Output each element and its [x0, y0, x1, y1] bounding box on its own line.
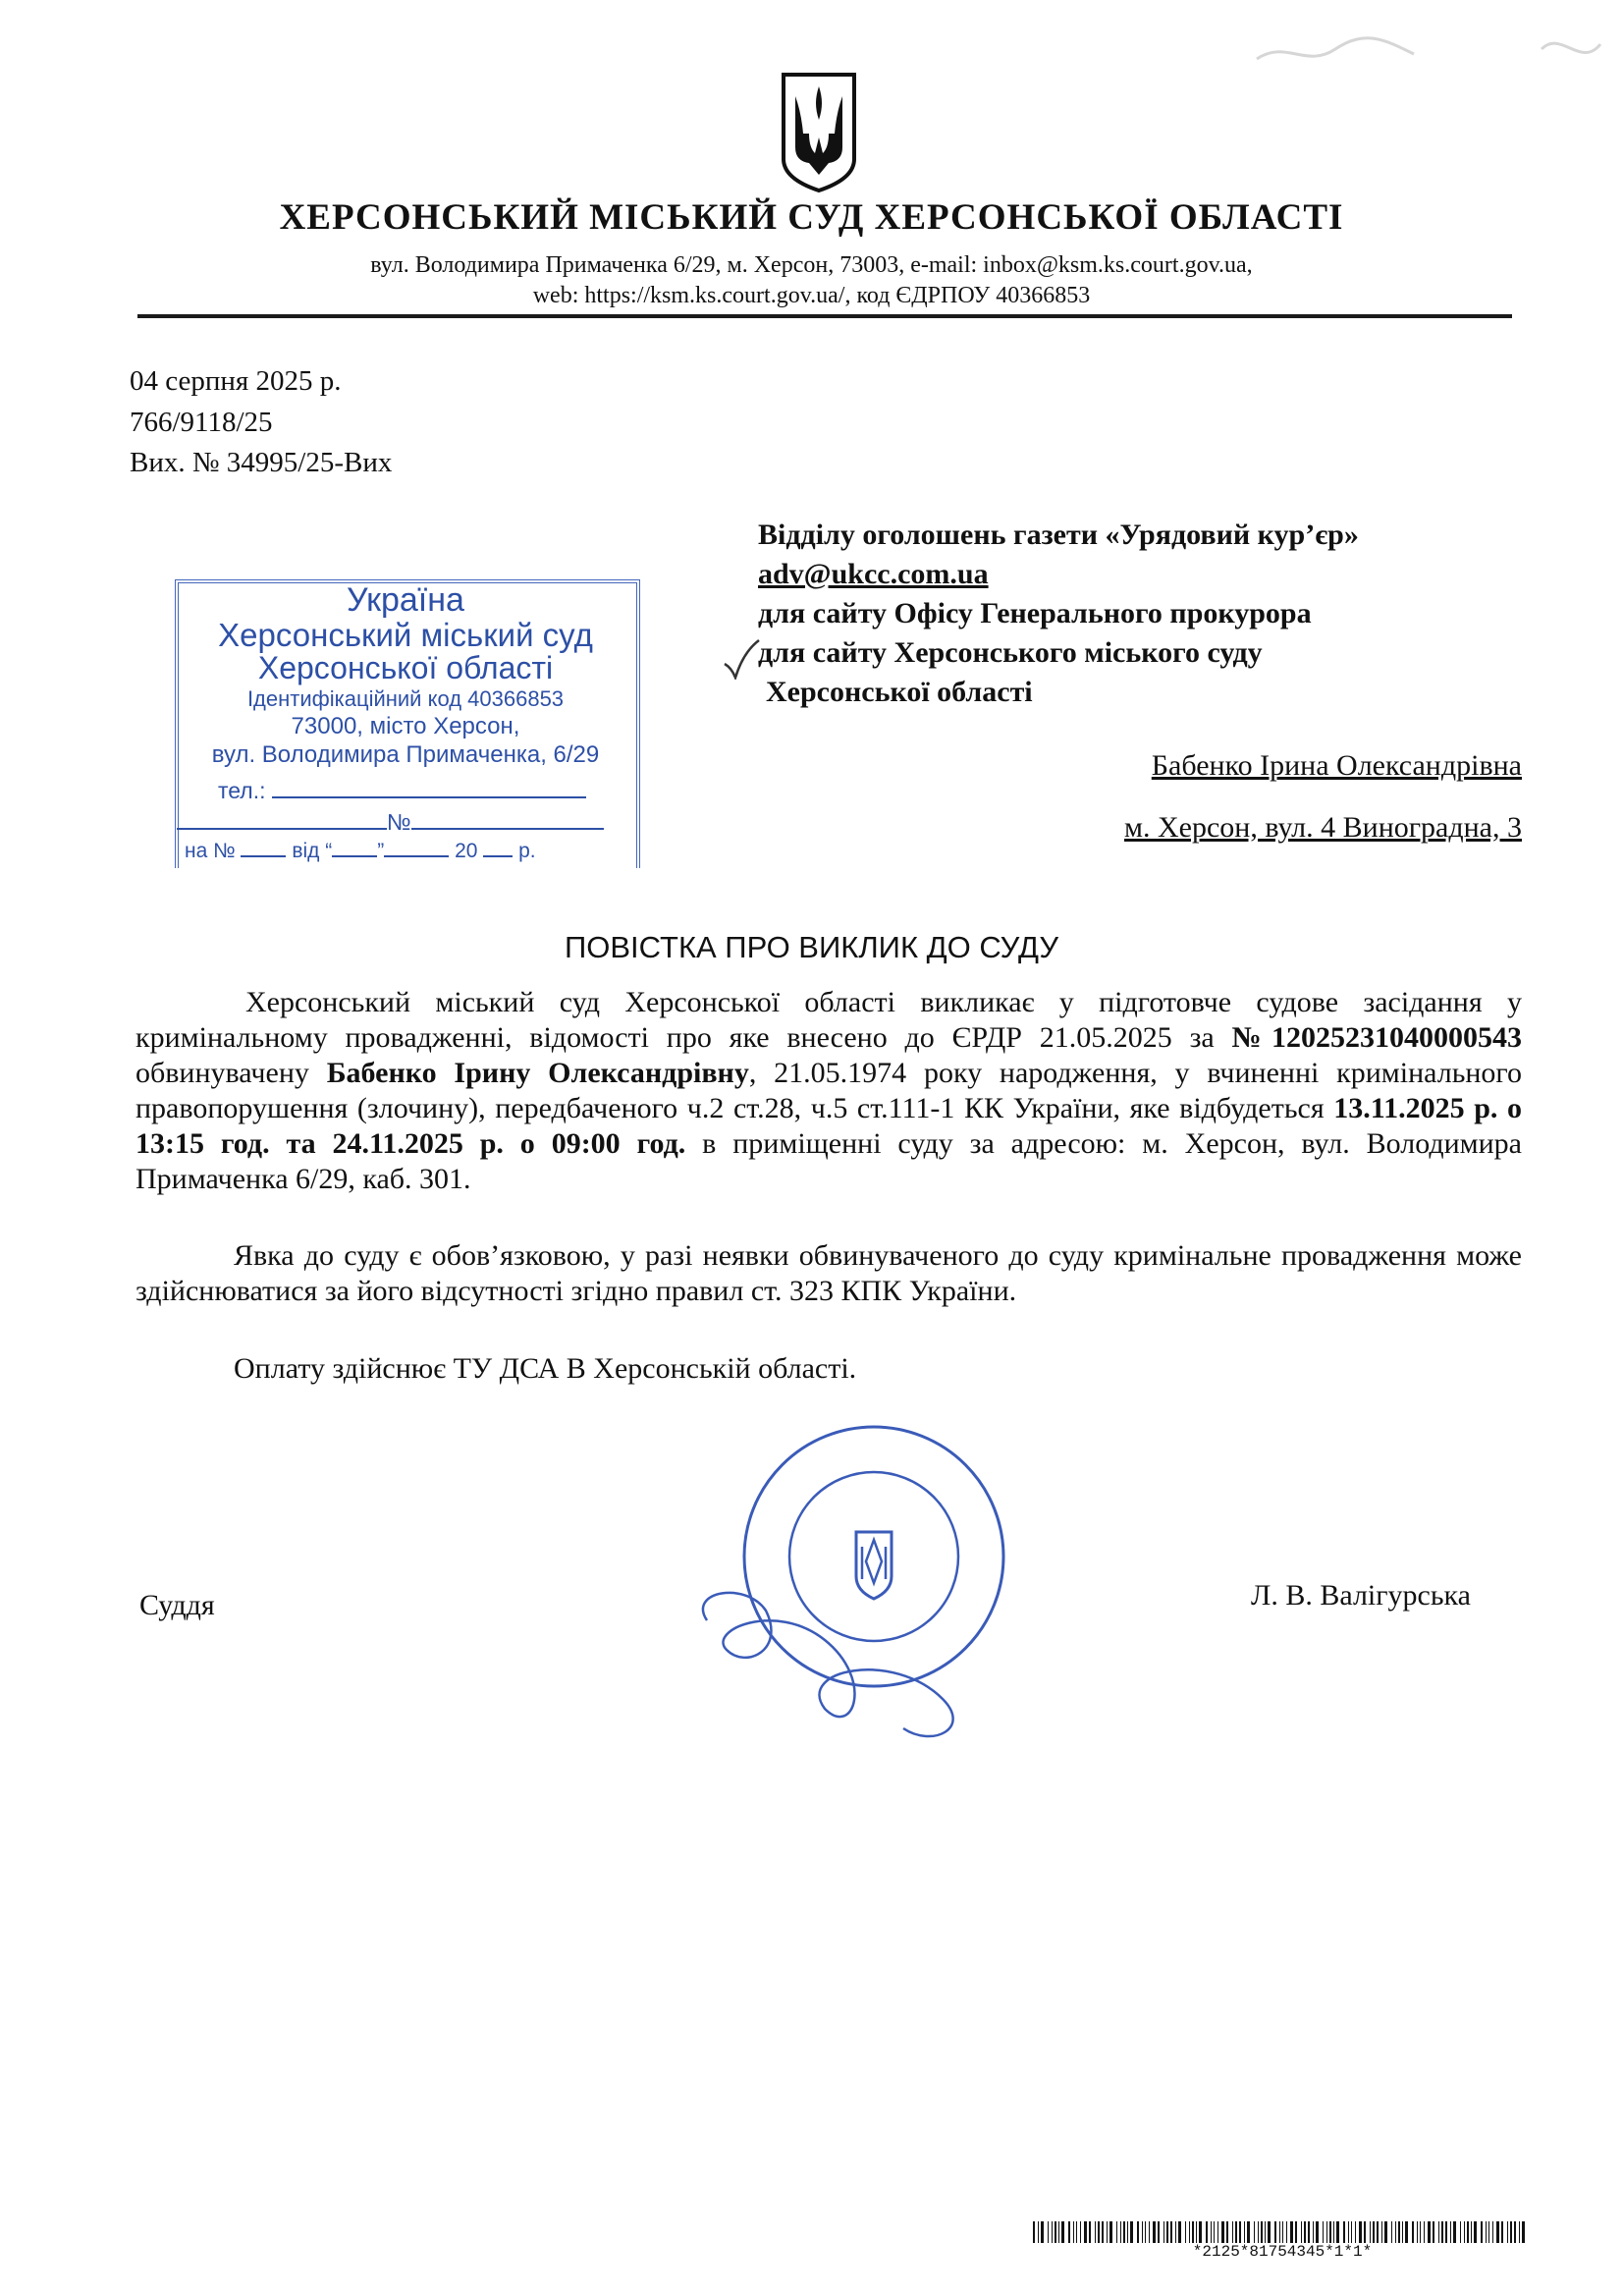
barcode-bar [1149, 2221, 1150, 2243]
barcode-bar [1137, 2221, 1139, 2243]
barcode-bar [1163, 2221, 1164, 2243]
addressee-name: Бабенко Ірина Олександрівна [1151, 749, 1522, 782]
document-title: ПОВІСТКА ПРО ВИКЛИК ДО СУДУ [564, 930, 1059, 964]
stamp-ref-r: р. [518, 840, 536, 862]
barcode-bar [1486, 2221, 1487, 2243]
barcode-bar [1158, 2221, 1160, 2243]
barcode-bar [1364, 2221, 1366, 2243]
barcode-bar [1290, 2221, 1293, 2243]
barcode-bar [1301, 2221, 1302, 2243]
court-address-line: вул. Володимира Примаченка 6/29, м. Херсон, 73003, e-mail: inbox@ksm.ks.court.gov.ua, [370, 252, 1253, 278]
barcode-bar [1145, 2221, 1146, 2243]
barcode-bar [1438, 2221, 1439, 2243]
barcode-bar [1232, 2221, 1233, 2243]
barcode-bar [1217, 2221, 1218, 2243]
summons-paragraph [135, 985, 1522, 1197]
barcode-bar [1279, 2221, 1280, 2243]
barcode-bar [1391, 2221, 1392, 2243]
summons-text-d: в приміщенні суду за адресою: м. Херсон, вул. Володимира Примаченка 6/29, каб. 301. [135, 1127, 1522, 1195]
barcode-bar [1211, 2221, 1212, 2243]
barcode-bar [1428, 2221, 1431, 2243]
barcode-bar [1127, 2221, 1128, 2243]
hearing-dates: 13.11.2025 р. о 13:15 год. та 24.11.2025 р. о 09:00 год. [135, 1092, 1522, 1160]
barcode-bar [1333, 2221, 1334, 2243]
barcode-bar [1109, 2221, 1112, 2243]
stamp-ref-year: 20 [455, 840, 478, 862]
summons-text-c: , 21.05.1974 року народження, у вчиненні кримінального правопорушення (злочину), передбаченого ч.2 ст.28, ч.5 ст.111-1 КК України, яке відбудеться [135, 1057, 1522, 1124]
barcode-bar [1522, 2221, 1525, 2243]
barcode-bar [1326, 2221, 1327, 2243]
barcode-bar [1323, 2221, 1324, 2243]
accused-name: Бабенко Ірину Олександрівну [326, 1057, 749, 1089]
barcode-bar [1080, 2221, 1081, 2243]
barcode-bar [1507, 2221, 1508, 2243]
barcode-bar [1178, 2221, 1181, 2243]
stamp-ref-quote: ” [377, 840, 385, 862]
barcode-bar [1196, 2221, 1197, 2243]
barcode-bar [1068, 2221, 1070, 2243]
barcode-bar [1373, 2221, 1375, 2243]
recipient-prosecutor-site: для сайту Офісу Генерального прокурора [758, 597, 1312, 629]
barcode-bar [1170, 2221, 1172, 2243]
recipient-newspaper: Відділу оголошень газети «Урядовий кур’єр» [758, 519, 1359, 551]
barcode-bar [1464, 2221, 1465, 2243]
barcode-bar [1329, 2221, 1331, 2243]
barcode-bar [1107, 2221, 1108, 2243]
barcode-bar [1247, 2221, 1250, 2243]
barcode-bar [1123, 2221, 1125, 2243]
barcode-bar [1481, 2221, 1483, 2243]
barcode-bar [1061, 2221, 1064, 2243]
case-number: 766/9118/25 [130, 407, 273, 438]
barcode-bar [1076, 2221, 1077, 2243]
barcode-bar [1055, 2221, 1056, 2243]
barcode-bar [1460, 2221, 1461, 2243]
barcode-bar [1098, 2221, 1100, 2243]
barcode-bar [1384, 2221, 1387, 2243]
recipient-court-site-region: Херсонської області [766, 676, 1033, 708]
barcode-bar [1116, 2221, 1117, 2243]
barcode-bar [1441, 2221, 1443, 2243]
stamp-region: Херсонської області [257, 650, 554, 685]
barcode-bar [1265, 2221, 1266, 2243]
barcode-bar [1214, 2221, 1215, 2243]
barcode-bar [1514, 2221, 1516, 2243]
barcode-bar [1038, 2221, 1039, 2243]
barcode-bar [1420, 2221, 1421, 2243]
court-name: ХЕРСОНСЬКИЙ МІСЬКИЙ СУД ХЕРСОНСЬКОЇ ОБЛАСТІ [279, 197, 1344, 238]
barcode-bar [1235, 2221, 1237, 2243]
court-corner-stamp [171, 579, 640, 874]
erdr-number: №12025231040000543 [1231, 1021, 1522, 1054]
barcode-bar [1286, 2221, 1287, 2243]
stamp-reference-row [185, 840, 654, 863]
barcode-bar [1130, 2221, 1133, 2243]
barcode-bar [1089, 2221, 1091, 2243]
barcode-bar [1370, 2221, 1371, 2243]
judge-name: Л. В. Валігурська [1251, 1579, 1471, 1612]
barcode-bar [1348, 2221, 1349, 2243]
barcode-bar [1395, 2221, 1396, 2243]
barcode-bar [1336, 2221, 1339, 2243]
barcode-bar [1453, 2221, 1456, 2243]
stamp-number-row [177, 809, 646, 836]
stamp-court-name: Херсонський міський суд [218, 617, 593, 653]
summons-text-b: обвинувачену [135, 1057, 327, 1089]
barcode-bar [1474, 2221, 1477, 2243]
outgoing-number: Вих. № 34995/25-Вих [130, 447, 393, 478]
barcode-bar [1377, 2221, 1379, 2243]
barcode-bar [1048, 2221, 1049, 2243]
barcode-bar [1308, 2221, 1310, 2243]
court-web-line: web: https://ksm.ks.court.gov.ua/, код ЄДРПОУ 40366853 [532, 283, 1091, 308]
barcode-bar [1313, 2221, 1314, 2243]
handwritten-note-mark [1247, 20, 1620, 79]
barcode-bar [1412, 2221, 1414, 2243]
barcode-number: *2125*81754345*1*1* [1192, 2243, 1373, 2261]
barcode-bar [1488, 2221, 1489, 2243]
barcode-bar [1142, 2221, 1143, 2243]
stamp-city: 73000, місто Херсон, [291, 713, 520, 739]
payment-paragraph: Оплату здійснює ТУ ДСА В Херсонській області. [234, 1352, 857, 1385]
barcode-bar [1351, 2221, 1352, 2243]
stamp-ref-vid: від “ [292, 840, 333, 862]
barcode-bar [1033, 2221, 1035, 2243]
judge-label: Суддя [139, 1589, 215, 1621]
barcode-bar [1316, 2221, 1319, 2243]
barcode-bar [1166, 2221, 1168, 2243]
barcode-bar [1496, 2221, 1499, 2243]
stamp-country: Україна [347, 581, 464, 619]
barcode-bar [1254, 2221, 1255, 2243]
barcode-bar [1199, 2221, 1202, 2243]
barcode-bar [1433, 2221, 1434, 2243]
recipient-email[interactable]: adv@ukcc.com.ua [758, 558, 989, 590]
round-seal-icon [687, 1414, 1021, 1797]
barcode-bar [1084, 2221, 1087, 2243]
barcode-bar [1041, 2221, 1044, 2243]
barcode-bar [1398, 2221, 1400, 2243]
barcode-bar [1221, 2221, 1224, 2243]
barcode-bar [1073, 2221, 1074, 2243]
barcode-bar [1381, 2221, 1382, 2243]
barcode-bar [1206, 2221, 1208, 2243]
barcode-bar [1424, 2221, 1425, 2243]
barcode-bar [1467, 2221, 1469, 2243]
stamp-no-label: № [387, 809, 411, 835]
barcode-bar [1510, 2221, 1512, 2243]
barcode-bar [1185, 2221, 1186, 2243]
stamp-tel-row [218, 778, 687, 804]
barcode-bar [1258, 2221, 1259, 2243]
barcode-bar [1405, 2221, 1408, 2243]
barcode-bar [1471, 2221, 1472, 2243]
barcode-bar [1501, 2221, 1503, 2243]
barcode-bar [1052, 2221, 1053, 2243]
barcode-bar [1095, 2221, 1096, 2243]
stamp-ref-na: на № [185, 840, 236, 862]
barcode-bar [1239, 2221, 1241, 2243]
recipient-court-site: для сайту Херсонського міського суду [758, 636, 1263, 669]
barcode-bar [1102, 2221, 1104, 2243]
trident-emblem-icon [778, 69, 860, 194]
barcode-bar [1153, 2221, 1156, 2243]
checkmark-icon [722, 638, 761, 680]
barcode-bar [1304, 2221, 1306, 2243]
barcode-bar [1402, 2221, 1403, 2243]
barcode-bar [1492, 2221, 1493, 2243]
addressee-address: м. Херсон, вул. 4 Виноградна, 3 [1124, 811, 1522, 844]
barcode-bar [1189, 2221, 1190, 2243]
barcode-bar [1120, 2221, 1121, 2243]
barcode-bar [1417, 2221, 1418, 2243]
barcode-bar [1282, 2221, 1283, 2243]
barcode [1033, 2221, 1532, 2243]
barcode-bar [1192, 2221, 1194, 2243]
barcode-bar [1244, 2221, 1245, 2243]
attendance-paragraph: Явка до суду є обов’язковою, у разі неявки обвинуваченого до суду кримінальне провадження може здійснюватися за його відсутності згідно правил ст. 323 КПК України. [135, 1239, 1522, 1307]
barcode-bar [1359, 2221, 1362, 2243]
stamp-id-code: Ідентифікаційний код 40366853 [246, 686, 565, 711]
barcode-bar [1274, 2221, 1276, 2243]
barcode-bar [1268, 2221, 1271, 2243]
barcode-bar [1343, 2221, 1345, 2243]
header-divider [137, 314, 1512, 318]
barcode-bar [1450, 2221, 1451, 2243]
barcode-bar [1175, 2221, 1176, 2243]
stamp-tel-label: тел.: [218, 778, 266, 803]
stamp-street: вул. Володимира Примаченка, 6/29 [211, 741, 600, 768]
summons-text-a: Херсонський міський суд Херсонської області викликає у підготовче судове засідання у кримінальному провадженні, відомості про яке внесено до ЄРДР 21.05.2025 за [135, 986, 1522, 1054]
barcode-bar [1058, 2221, 1059, 2243]
barcode-bar [1226, 2221, 1228, 2243]
barcode-bar [1261, 2221, 1263, 2243]
barcode-bar [1355, 2221, 1356, 2243]
barcode-bar [1445, 2221, 1447, 2243]
barcode-bar [1519, 2221, 1520, 2243]
barcode-bar [1295, 2221, 1297, 2243]
document-date: 04 серпня 2025 р. [130, 365, 342, 397]
